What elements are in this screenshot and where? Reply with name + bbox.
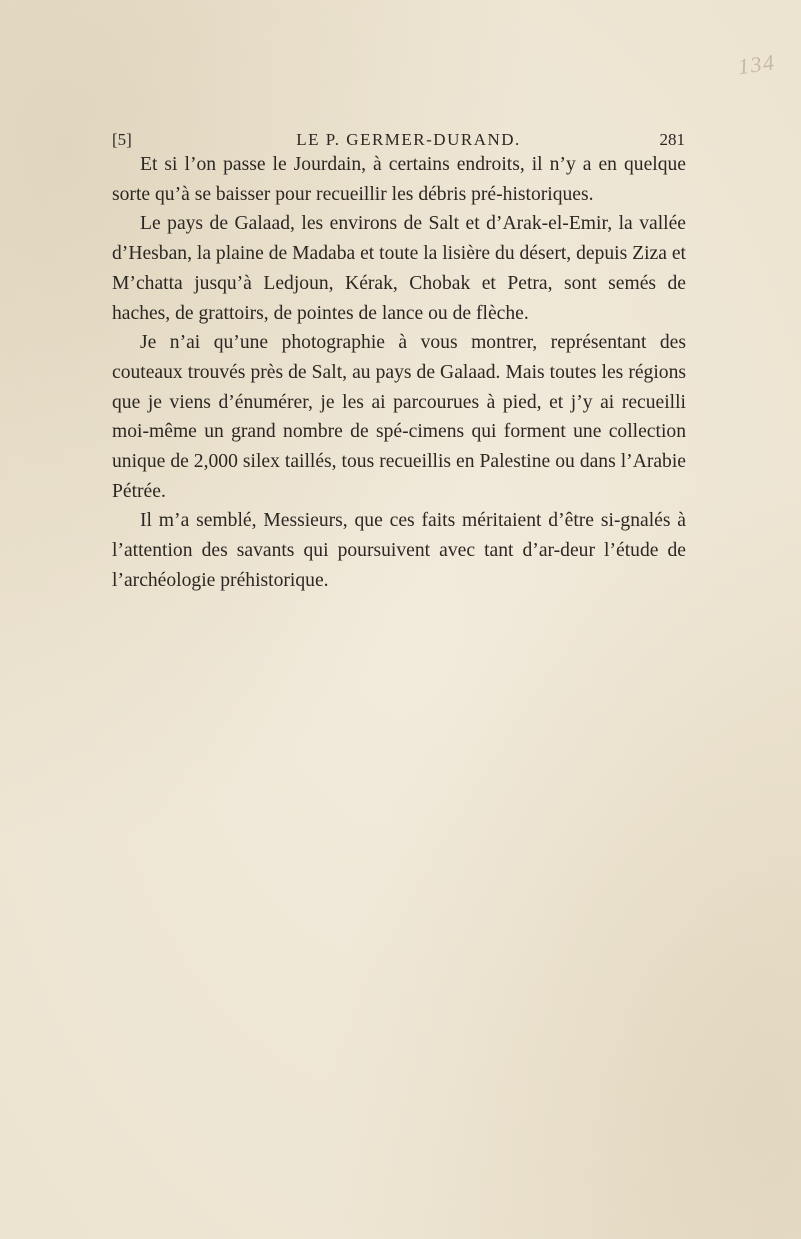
body-text <box>112 150 686 596</box>
paragraph-3: Je n’ai qu’une photographie à vous montrer, représentant des couteaux trouvés près de Salt, au pays de Galaad. Mais toutes les régions que je viens d’énumérer, je les ai parcourues à pied, et j’y ai recueilli moi-même un grand nombre de spé-cimens qui forment une collection unique de 2,000 silex taillés, tous recueillis en Palestine ou dans l’Arabie Pétrée. <box>112 332 686 502</box>
running-head <box>112 128 685 152</box>
paragraph-4: Il m’a semblé, Messieurs, que ces faits méritaient d’être si-gnalés à l’attention des savants qui poursuivent avec tant d’ar-deur l’étude de l’archéologie préhistorique. <box>112 510 686 591</box>
paragraph-1: Et si l’on passe le Jourdain, à certains endroits, il n’y a en quelque sorte qu’à se baisser pour recueillir les débris pré-historiques. <box>112 154 686 205</box>
section-number: [5] <box>112 130 132 149</box>
paragraph-2: Le pays de Galaad, les environs de Salt et d’Arak-el-Emir, la vallée d’Hesban, la plaine de Madaba et toute la lisière du désert, depuis Ziza et M’chatta jusqu’à Ledjoun, Kérak, Chobak et Petra, sont semés de haches, de grattoirs, de pointes de lance ou de flèche. <box>112 213 686 324</box>
page-number: 281 <box>659 130 685 149</box>
handwritten-mark: 1 3 4 <box>736 49 774 80</box>
running-title: LE P. GERMER-DURAND. <box>296 130 521 149</box>
